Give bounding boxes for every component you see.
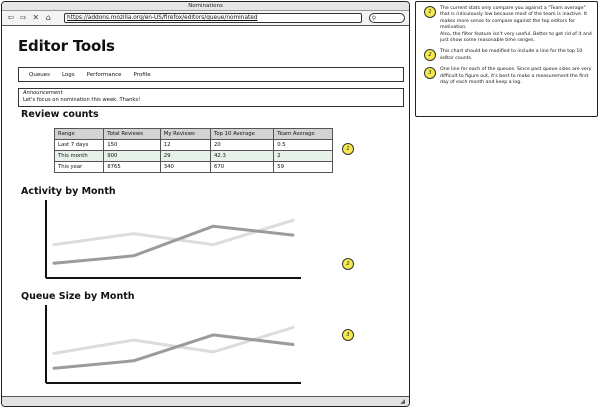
table-cell: This year xyxy=(55,162,104,173)
note-item xyxy=(424,6,592,44)
series-line-dark xyxy=(54,335,293,368)
note-text: One line for each of the queues. Since past queue sizes are very difficult to figure out, it's best to make a measurement the first day of each month and keep a log. xyxy=(440,67,592,86)
main-menu xyxy=(18,67,404,82)
column-header: Range xyxy=(55,129,104,140)
note-number-badge: 2 xyxy=(424,49,436,61)
table-row xyxy=(55,162,333,173)
review-counts-table xyxy=(54,128,333,173)
table-cell: 0.5 xyxy=(274,140,333,151)
url-bar[interactable]: https://addons.mozilla.org/en-US/firefox/editors/queue/nominated xyxy=(64,13,362,23)
forward-arrow-icon[interactable]: ⇨ xyxy=(19,13,27,22)
table-header-row xyxy=(55,129,333,140)
column-header: Team Average xyxy=(274,129,333,140)
resize-grip-icon[interactable]: ◢ xyxy=(400,398,405,405)
menu-item-profile[interactable]: Profile xyxy=(133,71,151,78)
navigation-bar xyxy=(2,11,409,26)
back-arrow-icon[interactable]: ⇦ xyxy=(7,13,15,22)
series-line-dark xyxy=(54,226,293,263)
table-cell: 42.3 xyxy=(211,151,274,162)
note-text: The current stats only compare you against a "Team average" that is ridiculously low because most of the team is inactive. It makes more sense to compare against the top editors for motivation. Also, the filter feature isn't very useful. Better to get rid of it and just show some reasonable time ranges. xyxy=(440,6,592,44)
browser-window xyxy=(1,1,410,407)
table-cell: Last 7 days xyxy=(55,140,104,151)
menu-item-logs[interactable]: Logs xyxy=(61,71,75,78)
menu-item-performance[interactable]: Performance xyxy=(86,71,122,78)
window-title: Nominations xyxy=(2,2,409,11)
table-cell: 670 xyxy=(211,162,274,173)
note-item xyxy=(424,49,592,62)
review-counts-heading: Review counts xyxy=(21,109,99,120)
announcement-text: Let's focus on nomination this week. Thanks! xyxy=(23,97,141,103)
annotation-marker-1: 1 xyxy=(342,143,354,155)
table-row xyxy=(55,151,333,162)
queue-size-heading: Queue Size by Month xyxy=(21,291,135,302)
menu-item-queues[interactable]: Queues xyxy=(29,71,50,78)
annotation-marker-3: 3 xyxy=(342,329,354,341)
table-cell: 150 xyxy=(104,140,160,151)
activity-heading: Activity by Month xyxy=(21,186,116,197)
page-content xyxy=(2,27,408,398)
table-cell: 8765 xyxy=(104,162,160,173)
status-bar xyxy=(2,396,409,406)
annotation-marker-2: 2 xyxy=(342,258,354,270)
table-cell: 20 xyxy=(211,140,274,151)
search-icon: ⚲ xyxy=(371,15,377,22)
table-cell: 900 xyxy=(104,151,160,162)
note-number-badge: 3 xyxy=(424,67,436,79)
queue-size-chart xyxy=(42,303,307,387)
search-box[interactable] xyxy=(369,13,405,23)
page-title: Editor Tools xyxy=(18,37,115,55)
table-cell: This month xyxy=(55,151,104,162)
table-cell: 29 xyxy=(160,151,210,162)
note-number-badge: 1 xyxy=(424,6,436,18)
table-cell: 59 xyxy=(274,162,333,173)
table-cell: 340 xyxy=(160,162,210,173)
column-header: Total Reviews xyxy=(104,129,160,140)
announcement-box xyxy=(18,88,404,107)
note-text: This chart should be modified to include a line for the top 10 editor counts. xyxy=(440,49,583,61)
stop-icon[interactable]: ✕ xyxy=(32,13,40,22)
column-header: My Reviews xyxy=(160,129,210,140)
column-header: Top 10 Average xyxy=(211,129,274,140)
table-cell: 2 xyxy=(274,151,333,162)
table-row xyxy=(55,140,333,151)
home-icon[interactable]: ⌂ xyxy=(45,13,51,22)
announcement-title: Announcement xyxy=(23,90,63,96)
table-cell: 12 xyxy=(160,140,210,151)
activity-chart xyxy=(42,198,307,282)
note-item xyxy=(424,67,592,86)
notes-panel xyxy=(415,1,598,117)
